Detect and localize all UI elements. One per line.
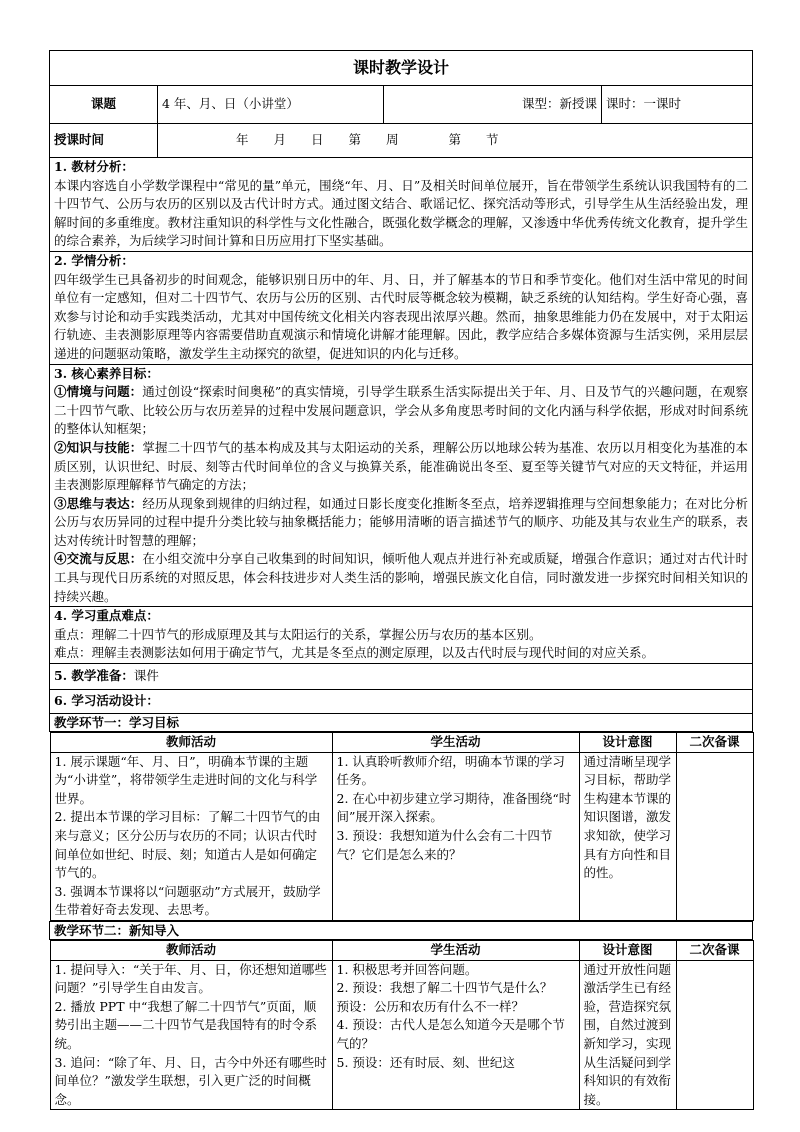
header-note: 二次备课 [676, 940, 753, 960]
section-1-title: 1. 教材分析： [54, 159, 134, 174]
stage-2-teacher [50, 960, 332, 1110]
topic-value: 4 年、月、日（小讲堂） [158, 86, 384, 124]
section-4-title: 4. 学习重点难点： [54, 608, 159, 624]
stage-1-table [50, 732, 754, 921]
list-item: 1. 提问导入：“关于年、月、日，你还想知道哪些问题？”引导学生自由发言。 [54, 961, 327, 996]
list-item: 2. 预设：我想了解二十四节气是什么？ [336, 980, 553, 996]
header-teacher: 教师活动 [50, 733, 332, 753]
lesson-plan-table [49, 50, 753, 1110]
header-note: 二次备课 [676, 733, 753, 753]
list-item: 3. 追问：“除了年、月、日，古今中外还有哪些时间单位？”激发学生联想，引入更广泛的时间概念。 [54, 1054, 327, 1107]
goal-item [54, 495, 748, 551]
list-item: 2. 在心中初步建立学习期待，准备围绕“时间”展开深入探索。 [336, 790, 572, 825]
header-intent: 设计意图 [579, 940, 676, 960]
section-6-title: 6. 学习活动设计： [50, 690, 753, 714]
section-2-text: 四年级学生已具备初步的时间观念，能够识别日历中的年、月、日，并了解基本的节日和季节变化。他们对生活中常见的时间单位有一定感知，但对二十四节气、农历与公历的区别、古代时辰等概念较为模糊，缺乏系统的认知结构。学生好奇心强，喜欢参与讨论和动手实践类活动，尤其对中国传统文化相关内容表现出浓厚兴趣。然而，抽象思维能力仍在发展中，对于太阳运行轨迹、圭表测影原理等内容需要借助直观演示和情境化讲解才能理解。因此，教学应结合多媒体资源与生活实例，采用层层递进的问题驱动策略，激发学生主动探究的欲望，促进知识的内化与迁移。 [54, 271, 749, 361]
list-item: 3. 强调本节课将以“问题驱动”方式展开，鼓励学生带着好奇去发现、去思考。 [54, 883, 321, 918]
goal-label: ④交流与反思： [54, 551, 143, 567]
section-5-title: 5. 教学准备： [54, 668, 134, 684]
goal-item [54, 439, 748, 495]
lesson-plan-page [49, 50, 752, 1110]
stage-1-intent: 通过清晰呈现学习目标，帮助学生构建本节课的知识图谱，激发求知欲，使学习具有方向性和目的性。 [579, 752, 676, 920]
list-item: 1. 认真聆听教师介绍，明确本节课的学习任务。 [336, 753, 565, 788]
header-student: 学生活动 [332, 940, 579, 960]
time-value: 年 月 日 第 周 第 节 [158, 124, 753, 158]
lesson-type [384, 86, 602, 124]
section-1-text: 本课内容选自小学数学课程中“常见的量”单元，围绕“年、月、日”及相关时间单位展开，旨在带领学生系统认识我国特有的二十四节气、公历与农历的区别以及古代计时方式。通过图文结合、歌谣记忆、探究活动等形式，引导学生从生活经验出发，理解时间的多重维度。教材注重知识的科学性与文化性融合，既强化数学概念的理解，又渗透中华优秀传统文化教育，提升学生的综合素养，为后续学习时间计算和日历应用打下坚实基础。 [54, 177, 749, 249]
list-item: 1. 积极思考并回答问题。 [336, 961, 478, 977]
list-item: 2. 播放 PPT 中“我想了解二十四节气”页面，顺势引出主题——二十四节气是我国特有的时令系统。 [54, 998, 318, 1051]
list-item: 4. 预设：古代人是怎么知道今天是哪个节气的？ [336, 1017, 565, 1051]
section-key-points [50, 607, 753, 664]
topic-label: 课题 [50, 86, 158, 124]
section-student-analysis [50, 251, 753, 364]
goal-item [54, 550, 748, 606]
section-textbook-analysis [50, 158, 753, 252]
list-item: 1. 展示课题“年、月、日”，明确本节课的主题为“小讲堂”，将带领学生走进时间的文化与科学世界。 [54, 753, 318, 806]
list-item: 预设：公历和农历有什么不一样？ [336, 998, 525, 1014]
stage-2-student [332, 960, 579, 1110]
stage-1-block [50, 732, 753, 922]
goal-text: 经历从现象到规律的归纳过程，如通过日影长度变化推断冬至点，培养逻辑推理与空间想象能力；在对比分析公历与农历异同的过程中提升分类比较与抽象概括能力；能够用清晰的语言描述节气的顺序、功能及其与农业生产的联系，表达对传统计时智慧的理解； [54, 495, 749, 548]
section-core-goals [50, 364, 753, 607]
lesson-type-text: 课型：新授课 [522, 96, 598, 112]
goal-text: 掌握二十四节气的基本构成及其与太阳运动的关系，理解公历以地球公转为基准、农历以月相变化为基准的本质区别，认识世纪、时辰、刻等古代时间单位的含义与换算关系，能准确说出冬至、夏至等关键节气对应的天文特征，并运用圭表测影原理解释节气确定的方法； [54, 439, 749, 493]
stage-2-intent: 通过开放性问题激活学生已有经验，营造探究氛围，自然过渡到新知学习，实现从生活疑问到学科知识的有效衔接。 [579, 960, 676, 1110]
goal-label: ②知识与技能： [54, 439, 143, 455]
header-student: 学生活动 [332, 733, 579, 753]
difficulty-text: 难点：理解圭表测影法如何用于确定节气，尤其是冬至点的测定原理，以及古代时辰与现代时间的对应关系。 [54, 645, 655, 661]
list-item: 5. 预设：还有时辰、刻、世纪这 [336, 1054, 515, 1070]
header-teacher: 教师活动 [50, 940, 332, 960]
stage-2-note [676, 960, 753, 1110]
page-title: 课时教学设计 [50, 51, 753, 86]
lesson-period: 课时：一课时 [602, 86, 753, 124]
goal-item [54, 383, 748, 439]
section-3-title: 3. 核心素养目标： [54, 365, 159, 381]
header-intent: 设计意图 [579, 733, 676, 753]
stage-2-table [50, 940, 754, 1110]
preparation-value: 课件 [133, 668, 159, 684]
goal-text: 通过创设“探索时间奥秘”的真实情境，引导学生联系生活实际提出关于年、月、日及节气的兴趣问题，在观察二十四节气歌、比较公历与农历差异的过程中发展问题意识，学会从多角度思考时间的文化内涵与科学依据，形成对时间系统的整体认知框架； [54, 384, 749, 437]
goal-label: ③思维与表达： [54, 495, 143, 511]
time-label: 授课时间 [50, 124, 158, 158]
stage-1-student [332, 752, 579, 920]
stage-2-title: 教学环节二：新知导入 [50, 921, 753, 939]
stage-1-note [676, 752, 753, 920]
stage-1-title: 教学环节一：学习目标 [50, 714, 753, 732]
list-item: 2. 提出本节课的学习目标：了解二十四节气的由来与意义；区分公历与农历的不同；认识古代时间单位如世纪、时辰、刻；知道古人是如何确定节气的。 [54, 809, 321, 881]
section-preparation [50, 664, 753, 690]
section-2-title: 2. 学情分析： [54, 252, 134, 268]
list-item: 3. 预设：我想知道为什么会有二十四节气？它们是怎么来的？ [336, 828, 553, 862]
stage-2-block [50, 939, 753, 1110]
goal-text: 在小组交流中分享自己收集到的时间知识，倾听他人观点并进行补充或质疑，增强合作意识；通过对古代计时工具与现代日历系统的对照反思，体会科技进步对人类生活的影响，增强民族文化自信，同时激发进一步探究时间相关知识的持续兴趣。 [54, 551, 749, 604]
goal-label: ①情境与问题： [54, 384, 143, 400]
key-point-text: 重点：理解二十四节气的形成原理及其与太阳运行的关系，掌握公历与农历的基本区别。 [54, 626, 542, 642]
stage-1-teacher [50, 752, 332, 920]
